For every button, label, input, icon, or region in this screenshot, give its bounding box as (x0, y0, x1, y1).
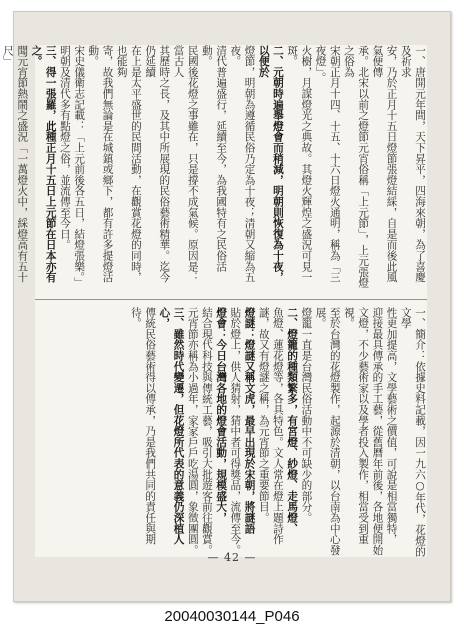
text-column: 結合現代科技與傳統工藝，吸引大批遊客前往觀賞。 (200, 307, 213, 556)
text-column: 傳統民俗藝術得以傳承，乃是我們共同的責任與期待。 (129, 307, 157, 545)
text-column: 清代普遍盛行，延續至今，為我國特有之民俗活動。 (200, 45, 228, 272)
text-column: 貼於燈上，供人猜射，猜中者可得獎品，流傳至今。 (229, 307, 242, 556)
text-column: 文燈，不少藝術家以及學者投入製作，相當受到重視。 (342, 307, 370, 545)
text-column: 燈節，明朝為遵循民俗乃定為十夜；清朝又縮為五夜。 (229, 45, 256, 283)
text-column: 在上是太平盛世的民間活動，在觀賞花燈的同時，也能夠 (115, 45, 142, 283)
page-number: — 42 — (207, 551, 257, 564)
text-column: 民國後花燈之事雖在，只是撐不成氣候。原因是：當古人 (172, 45, 199, 283)
text-column: 明朝及清代多有點燈之俗，並流傳至今日。 (58, 45, 71, 251)
bottom-text-block (35, 307, 427, 557)
text-column: 燈籠一直是台灣民俗活動中不可缺少的部分。 (300, 307, 313, 523)
text-column: 性更加提高，文學藝術之價值，可說是相當獨特， (385, 307, 398, 545)
text-column: 一、簡介：依據史料記載，因一九六○年代，花燈的文學 (399, 307, 426, 557)
text-column: 其歷時之長，及其中所展現的民俗藝術精華。迄今仍延續 (144, 45, 171, 283)
text-column: 宋史儀衛志記載：「上元前後各五日，結燈張樂。」 (73, 45, 86, 289)
text-column: 三、得一張羅，此種正月十五日上元節在日本亦有之。 (30, 45, 57, 283)
text-column: 元宵節亦稱為小過年，家家戶戶吃湯圓，象徵團圓。 (186, 307, 199, 556)
text-column: 二、燈籠的種類繁多，有宮燈、紗燈、走馬燈、 (286, 307, 299, 534)
text-column: 一、唐開元年間，天下昇平，四海來朝，為了喜慶及祈求 (399, 45, 426, 283)
document-page (2, 45, 427, 557)
text-column: 聞元宵節熱鬧之盛況「一萬燈火中，綵燈高有五十尺」 (2, 45, 29, 283)
text-column: 宋朝正月十四、十五、十六日燈火通明，稱為「三夜燈」。 (314, 45, 341, 283)
text-column: 燈謎：燈謎又稱文虎，最早出現於宋朝，將謎語 (243, 307, 256, 534)
text-column: 寄，故我們無論是在城鎮或鄉下，都有許多提燈活動。 (87, 45, 114, 283)
text-column: 火樹，月謀燈光之典故。其燈火輝煌之盛況可見一斑。 (286, 45, 313, 283)
text-column: 安，乃於正月十五日燈節張燈結綵，自是而後此風氣便傳 (371, 45, 398, 283)
text-column: 燈會：今日台灣各地的燈會活動，規模盛大， (215, 307, 228, 523)
image-caption: 20040030144_P046 (164, 608, 300, 625)
top-text-block (2, 45, 427, 292)
text-column: 迎接最具傳承的手工藝，從舊曆年前後，各地便開始 (371, 307, 384, 556)
section-divider (35, 299, 427, 300)
text-column: 謎，故又有燈謎之稱，為元宵節之重要節目。 (257, 307, 270, 523)
text-column: 至於台灣的花燈製作，起源於清朝，以台南為中心發展。 (314, 307, 341, 556)
text-column: 三、雖然時代變遷，但花燈所代表的意義仍深植人心， (158, 307, 185, 545)
text-column: 二、元朝時遍舉燈會而稍減，明朝則恢復為十夜，以便於 (257, 45, 284, 283)
text-column: 承。北宋以前之燈節元宵俗稱「上元節」，上元張燈之俗為 (342, 45, 370, 289)
text-column: 魚燈、蓮花燈等，各具特色。文人常在燈上題詩作 (271, 307, 284, 545)
